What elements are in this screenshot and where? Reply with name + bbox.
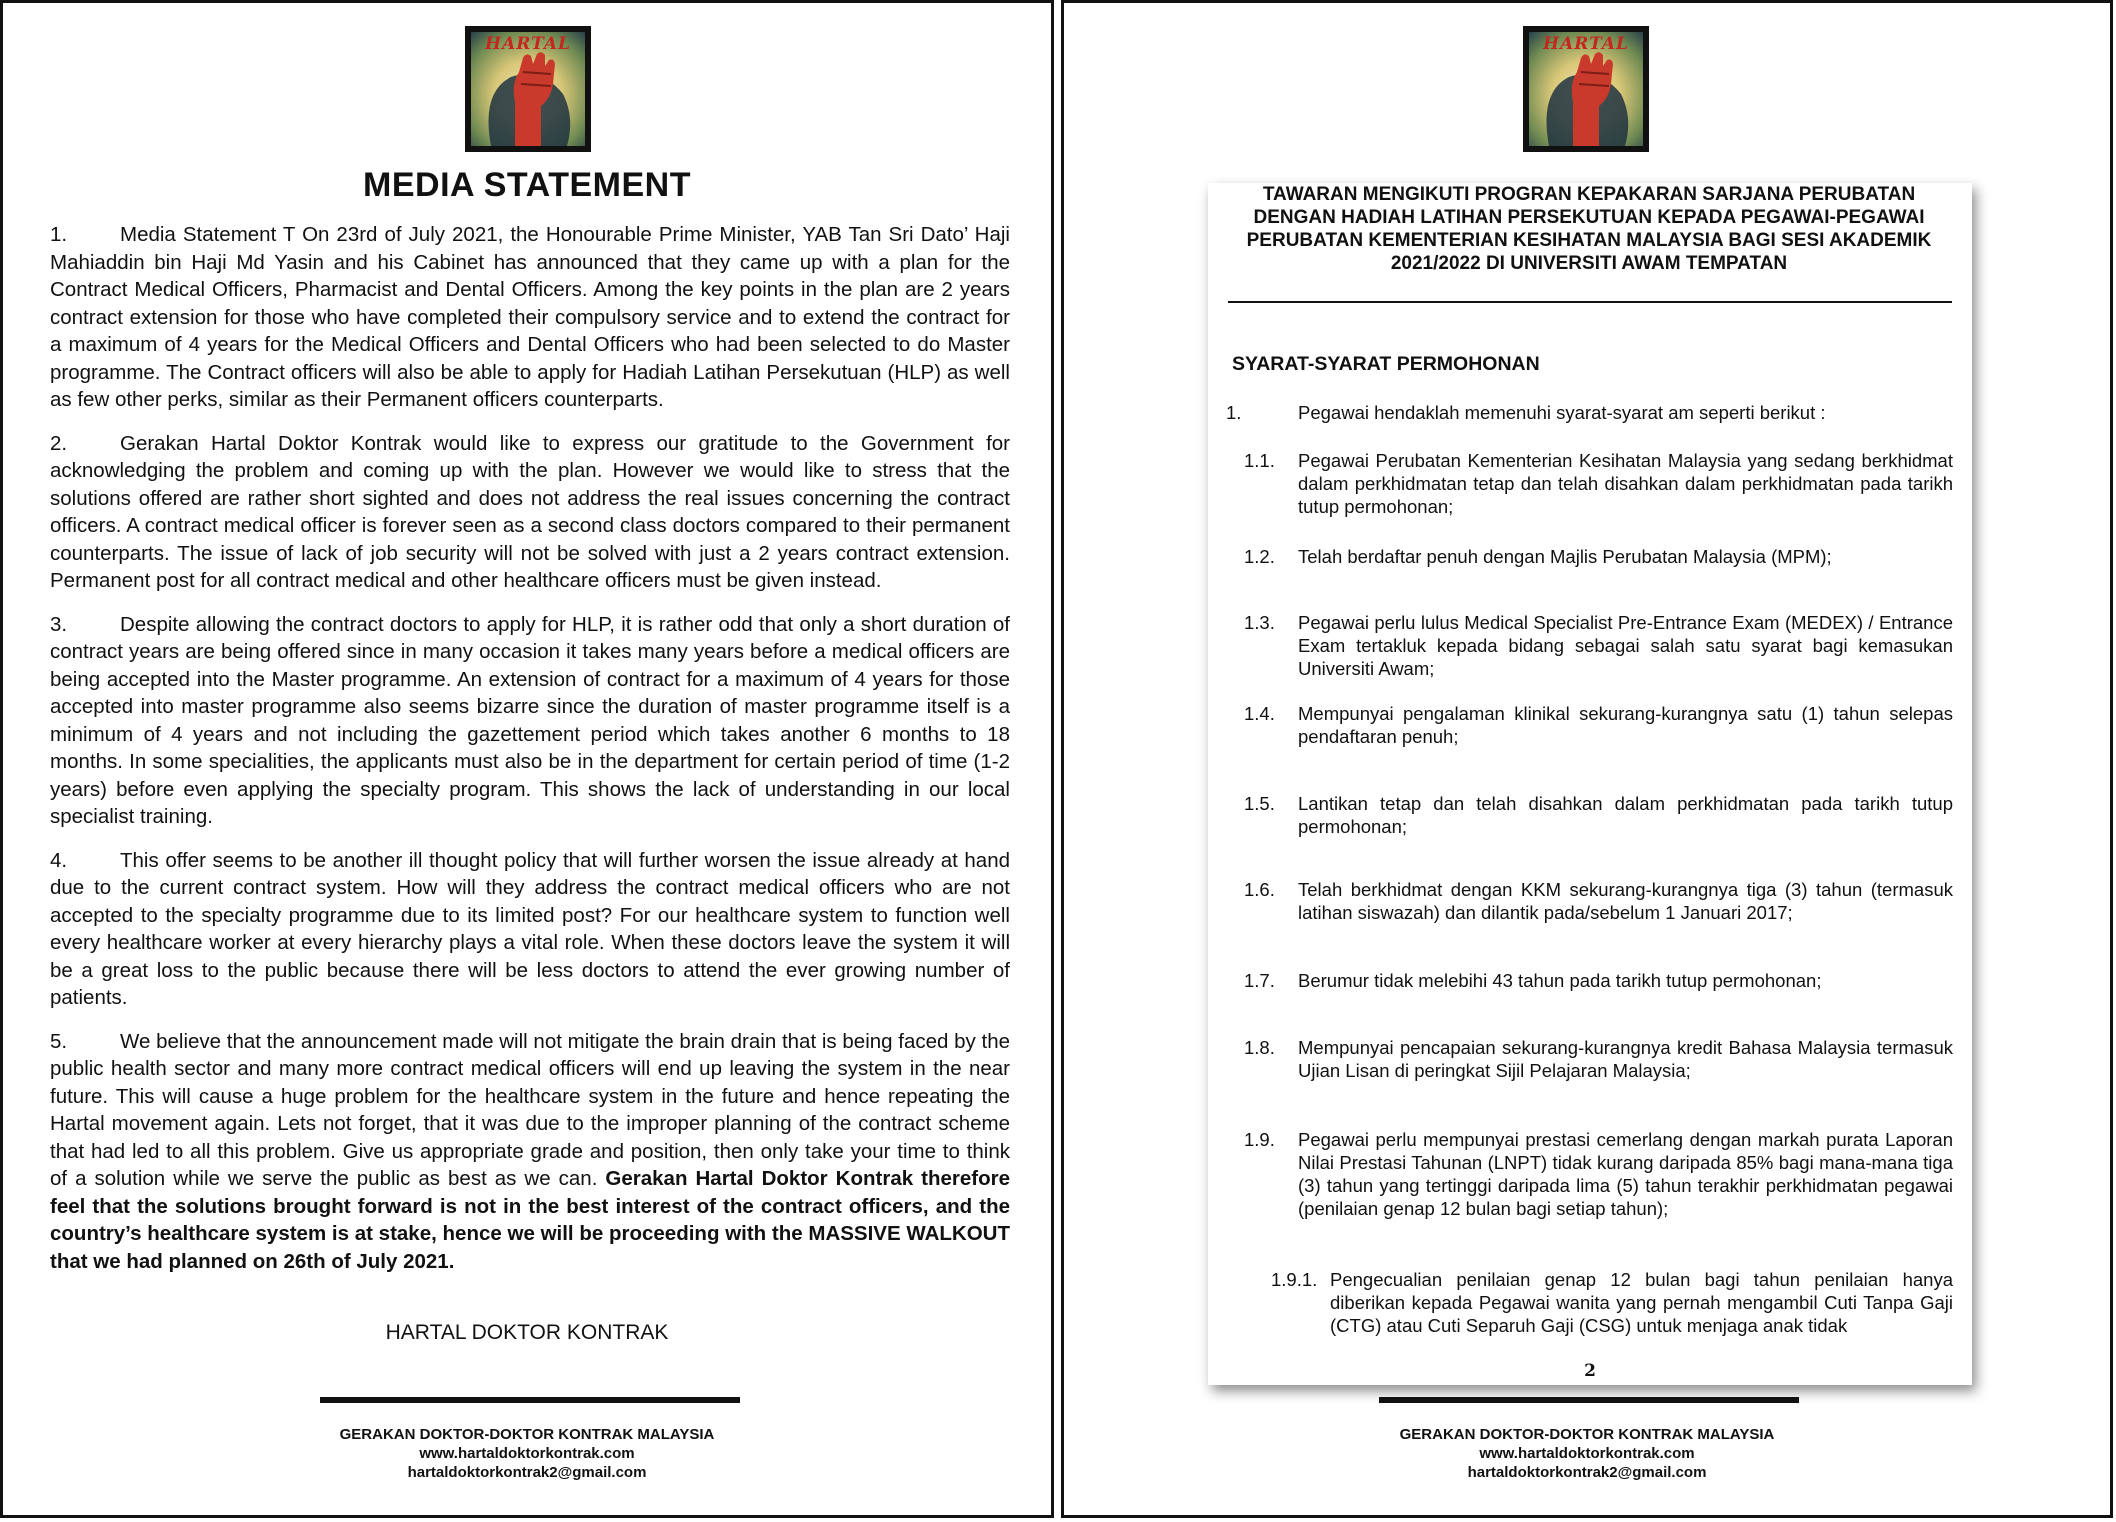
paragraph-text: This offer seems to be another ill thought policy that will further worsen the issue already at hand due to the current contract system. How will they address the contract medical officers who are not accepted to the specialty programme due to its limited post? For our healthcare system to function well every healthcare worker at every hierarchy plays a vital role. When these doctors leave the system it will be a great loss to the public because there will be less doctors to attend the ever growing number of patients. <box>50 848 1010 1009</box>
item-text: Pegawai perlu lulus Medical Specialist Pre-Entrance Exam (MEDEX) / Entrance Exam tertakluk kepada bidang sebagai salah satu syarat bagi kemasukan Universiti Awam; <box>1298 612 1953 679</box>
item-text: Lantikan tetap dan telah disahkan dalam perkhidmatan pada tarikh tutup permohonan; <box>1298 793 1953 837</box>
heading-divider <box>1228 301 1952 303</box>
paragraph-bold-text: Gerakan Hartal Doktor Kontrak therefore feel that the solutions brought forward is not in the best interest of the contract officers, and the country’s healthcare system is at stake, hence we will be proceeding with the MASSIVE WALKOUT that we had planned on 26th of July 2021. <box>50 1167 1010 1273</box>
footer-organisation: GERAKAN DOKTOR-DOKTOR KONTRAK MALAYSIA <box>339 1426 715 1443</box>
item-text: Pegawai perlu mempunyai prestasi cemerlang dengan markah purata Laporan Nilai Prestasi Tahunan (LNPT) tidak kurang daripada 85% bagi mana-mana tiga (3) tahun yang tertinggi daripada lima (5) tahun terakhir perkhidmatan pegawai (penilaian genap 12 bulan bagi setiap tahun); <box>1298 1129 1953 1219</box>
item-number: 1.2. <box>1244 546 1275 567</box>
statement-paragraph-4 <box>50 847 1010 1012</box>
footer <box>3 1425 1051 1482</box>
item-number: 1.7. <box>1244 970 1275 991</box>
footer <box>1064 1425 2110 1482</box>
item-number: 1.5. <box>1244 793 1275 814</box>
item-number: 1.3. <box>1244 612 1275 633</box>
item-text: Pengecualian penilaian genap 12 bulan bagi tahun penilaian hanya diberikan kepada Pegawai wanita yang pernah mengambil Cuti Tanpa Gaji (CTG) atau Cuti Separuh Gaji (CSG) untuk menjaga anak tidak <box>1330 1269 1953 1336</box>
logo-text: HARTAL <box>485 34 571 54</box>
item-number: 1. <box>1226 402 1242 423</box>
page-number: 2 <box>1584 1361 1596 1381</box>
footer-email-link[interactable]: hartaldoktorkontrak2@gmail.com <box>407 1464 647 1481</box>
item-text: Telah berdaftar penuh dengan Majlis Perubatan Malaysia (MPM); <box>1298 546 1832 567</box>
scanned-document <box>1208 183 1972 1385</box>
item-number: 1.9. <box>1244 1129 1275 1150</box>
statement-paragraph-3 <box>50 611 1010 831</box>
paragraph-number: 4. <box>50 848 68 872</box>
item-text: Mempunyai pengalaman klinikal sekurang-kurangnya satu (1) tahun selepas pendaftaran penuh; <box>1298 703 1953 747</box>
paragraph-text: Despite allowing the contract doctors to apply for HLP, it is rather odd that only a short duration of contract years are being offered since in many occasion it takes many years before a medical officers are being accepted into the Master programme. An extension of contract for a maximum of 4 years for those accepted into master programme also seems bizarre since the duration of master programme itself is a minimum of 4 years and not including the gazettement period which takes another 6 months to 18 months. In some specialities, the applicants must also be in the department for certain period of time (1-2 years) before even applying the specialty program. This shows the lack of understanding in our local specialist training. <box>50 612 1010 828</box>
statement-paragraph-1 <box>50 221 1010 414</box>
item-number: 1.6. <box>1244 879 1275 900</box>
item-text: Berumur tidak melebihi 43 tahun pada tarikh tutup permohonan; <box>1298 970 1822 991</box>
item-number: 1.9.1. <box>1271 1269 1318 1290</box>
paragraph-number: 5. <box>50 1029 68 1053</box>
paragraph-text: Gerakan Hartal Doktor Kontrak would like to express our gratitude to the Government for acknowledging the problem and coming up with the plan. However we would like to stress that the solutions offered are rather short sighted and does not address the real issues concerning the contract officers. A contract medical officer is forever seen as a second class doctors compared to their permanent counterparts. The issue of lack of job security will not be solved with just a 2 years contract extension. Permanent post for all contract medical and other healthcare officers must be given instead. <box>50 431 1010 592</box>
logo-text: HARTAL <box>1543 34 1629 54</box>
footer-website-link[interactable]: www.hartaldoktorkontrak.com <box>1479 1445 1695 1462</box>
item-text: Pegawai hendaklah memenuhi syarat-syarat am seperti berikut : <box>1298 402 1826 423</box>
signoff: HARTAL DOKTOR KONTRAK <box>385 1321 669 1344</box>
item-number: 1.4. <box>1244 703 1275 724</box>
item-number: 1.1. <box>1244 450 1275 471</box>
item-text: Mempunyai pencapaian sekurang-kurangnya kredit Bahasa Malaysia termasuk Ujian Lisan di peringkat Sijil Pelajaran Malaysia; <box>1298 1037 1953 1081</box>
footer-website-link[interactable]: www.hartaldoktorkontrak.com <box>419 1445 635 1462</box>
paragraph-text: Media Statement T On 23rd of July 2021, the Honourable Prime Minister, YAB Tan Sri Dato’ Haji Mahiaddin bin Haji Md Yasin and his Cabinet has announced that they came up with a plan for the Contract Medical Officers, Pharmacist and Dental Officers. Among the key points in the plan are 2 years contract extension for those who have completed their compulsory service and to extend the contract for a maximum of 4 years for the Medical Officers and Dental Officers who had been selected to do Master programme. The Contract officers will also be able to apply for Hadiah Latihan Persekutuan (HLP) as well as few other perks, similar as their Permanent officers counterparts. <box>50 223 1010 411</box>
raised-fist-icon <box>471 32 585 146</box>
paragraph-text: We believe that the announcement made will not mitigate the brain drain that is being faced by the public health sector and many more contract medical officers will end up leaving the system in the near future. This will cause a huge problem for the healthcare system in the future and hence repeating the Hartal movement again. Lets not forget, that it was due to the improper planning of the contract scheme that had led to all this problem. Give us appropriate grade and position, then only take your time to think of a solution while we serve the public as best as we can. <box>50 1029 1010 1190</box>
item-text: Pegawai Perubatan Kementerian Kesihatan Malaysia yang sedang berkhidmat dalam perkhidmatan tetap dan telah disahkan dalam perkhidmatan pada tarikh tutup permohonan; <box>1298 450 1953 517</box>
paragraph-number: 2. <box>50 431 68 455</box>
raised-fist-icon <box>1529 32 1643 146</box>
page-title: MEDIA STATEMENT <box>363 166 691 204</box>
section-title: SYARAT-SYARAT PERMOHONAN <box>1232 353 1540 375</box>
hartal-logo <box>465 26 591 152</box>
paragraph-number: 3. <box>50 612 68 636</box>
item-text: Telah berkhidmat dengan KKM sekurang-kurangnya tiga (3) tahun (termasuk latihan siswazah) dan dilantik pada/sebelum 1 Januari 2017; <box>1298 879 1953 923</box>
statement-paragraph-2 <box>50 430 1010 595</box>
paragraph-number: 1. <box>50 223 68 246</box>
document-heading: TAWARAN MENGIKUTI PROGRAN KEPAKARAN SARJANA PERUBATAN DENGAN HADIAH LATIHAN PERSEKUTUAN KEPADA PEGAWAI-PEGAWAI PERUBATAN KEMENTERIAN KESIHATAN MALAYSIA BAGI SESI AKADEMIK 2021/2022 DI UNIVERSITI AWAM TEMPATAN <box>1246 184 1932 274</box>
hartal-logo <box>1523 26 1649 152</box>
media-statement-page <box>0 0 1054 1518</box>
footer-divider <box>1379 1397 1799 1403</box>
footer-email-link[interactable]: hartaldoktorkontrak2@gmail.com <box>1467 1464 1707 1481</box>
footer-divider <box>320 1397 740 1403</box>
statement-body <box>50 221 1010 1291</box>
item-number: 1.8. <box>1244 1037 1275 1058</box>
footer-organisation: GERAKAN DOKTOR-DOKTOR KONTRAK MALAYSIA <box>1399 1426 1775 1443</box>
offer-document-page <box>1061 0 2113 1518</box>
statement-paragraph-5 <box>50 1028 1010 1276</box>
